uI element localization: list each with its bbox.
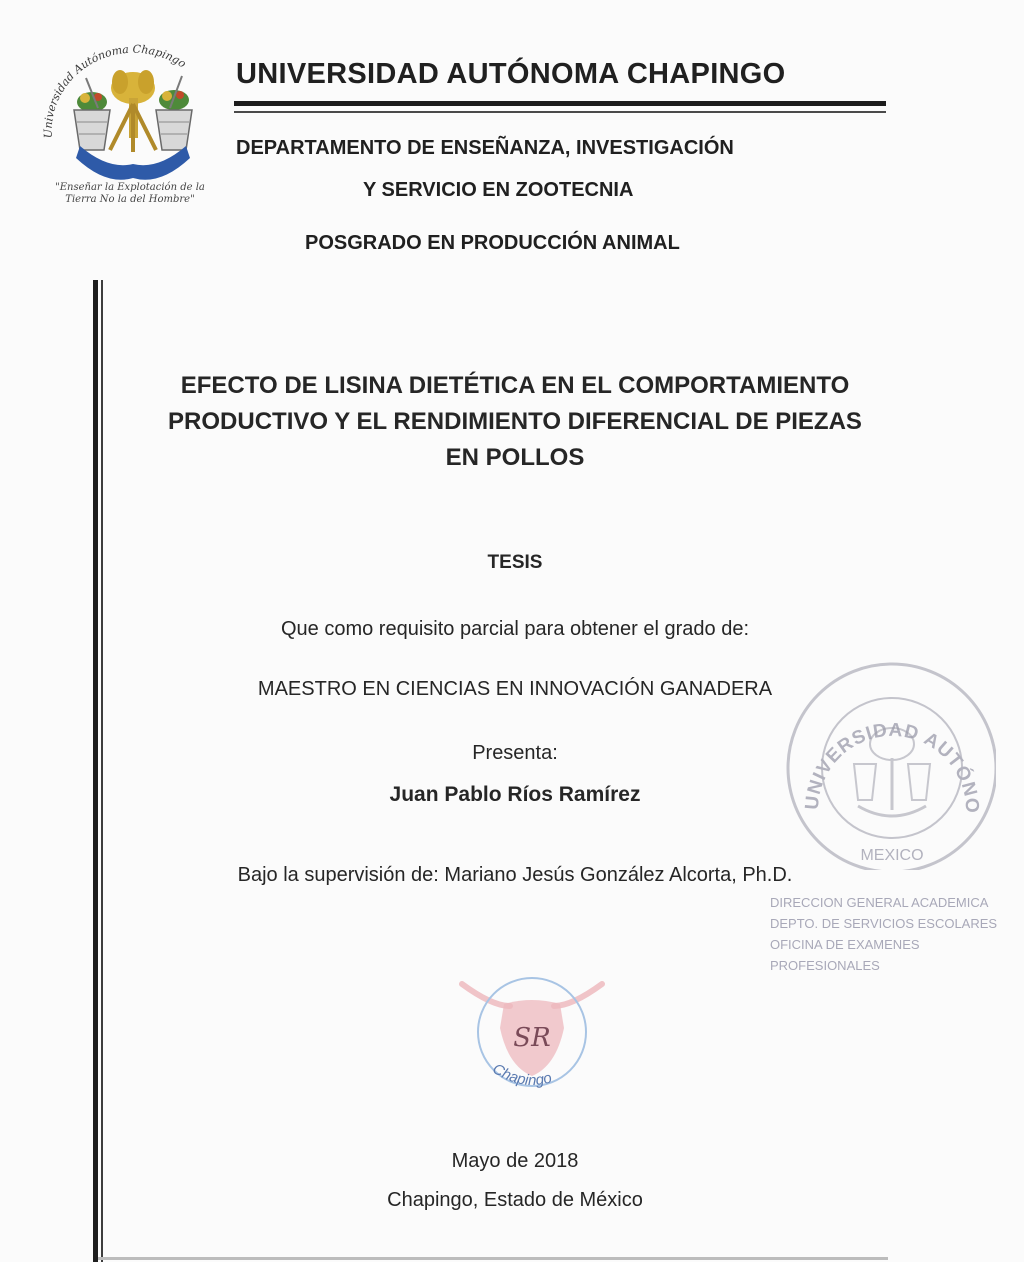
stamp-line-3: OFICINA DE EXAMENES PROFESIONALES (770, 937, 920, 973)
title-line-1: EFECTO DE LISINA DIETÉTICA EN EL COMPORTAMIENTO (180, 372, 850, 399)
logo-ring-text: Universidad Autónoma Chapingo (41, 42, 189, 139)
thesis-title (110, 368, 920, 476)
logo-motto-line2: Tierra No la del Hombre" (65, 194, 195, 205)
wheat-sheaf-icon (110, 70, 156, 152)
stamp-ring-text: UNIVERSIDAD AUTÓNO (801, 719, 983, 815)
program-logo-label: Chapingo (489, 1060, 554, 1090)
bottom-rule (98, 1257, 888, 1260)
program-logo (452, 968, 612, 1108)
thesis-place: Chapingo, Estado de México (387, 1189, 643, 1211)
thesis-date: Mayo de 2018 (451, 1150, 579, 1172)
title-line-2: PRODUCTIVO Y EL RENDIMIENTO DIFERENCIAL DE PIEZAS (168, 408, 862, 435)
header-thick-rule (234, 101, 886, 106)
logo-motto-line1: "Enseñar la Explotación de la (55, 182, 205, 193)
margin-thick-bar (93, 280, 98, 1262)
stamp-seal-icon (776, 660, 996, 870)
stamp-country: MEXICO (860, 847, 924, 864)
university-logo (30, 38, 230, 218)
thesis-type: TESIS (487, 552, 543, 573)
bull-head-icon (452, 968, 612, 1108)
official-stamp (776, 660, 996, 870)
right-basket-icon (156, 76, 192, 150)
degree-name: MAESTRO EN CIENCIAS EN INNOVACIÓN GANADERA (257, 678, 773, 700)
supervision-text: Bajo la supervisión de: Mariano Jesús González Alcorta, Ph.D. (237, 864, 793, 886)
department-line2: Y SERVICIO EN ZOOTECNIA (363, 179, 634, 201)
stamp-line-2: DEPTO. DE SERVICIOS ESCOLARES (770, 916, 998, 931)
program-monogram: SR (513, 1023, 551, 1053)
requirement-text: Que como requisito parcial para obtener el grado de: (280, 618, 750, 640)
margin-thin-bar (101, 280, 103, 1262)
author-name: Juan Pablo Ríos Ramírez (389, 783, 641, 806)
title-line-3: EN POLLOS (445, 444, 585, 471)
stamp-line-1: DIRECCION GENERAL ACADEMICA (770, 895, 989, 910)
left-basket-icon (74, 78, 110, 150)
header-thin-rule (234, 111, 886, 113)
program-name: POSGRADO EN PRODUCCIÓN ANIMAL (305, 232, 680, 254)
department-line1: DEPARTAMENTO DE ENSEÑANZA, INVESTIGACIÓN (236, 137, 734, 159)
university-name: UNIVERSIDAD AUTÓNOMA CHAPINGO (236, 58, 786, 90)
presents-label: Presenta: (472, 742, 558, 764)
stamp-office-text (770, 892, 1000, 976)
